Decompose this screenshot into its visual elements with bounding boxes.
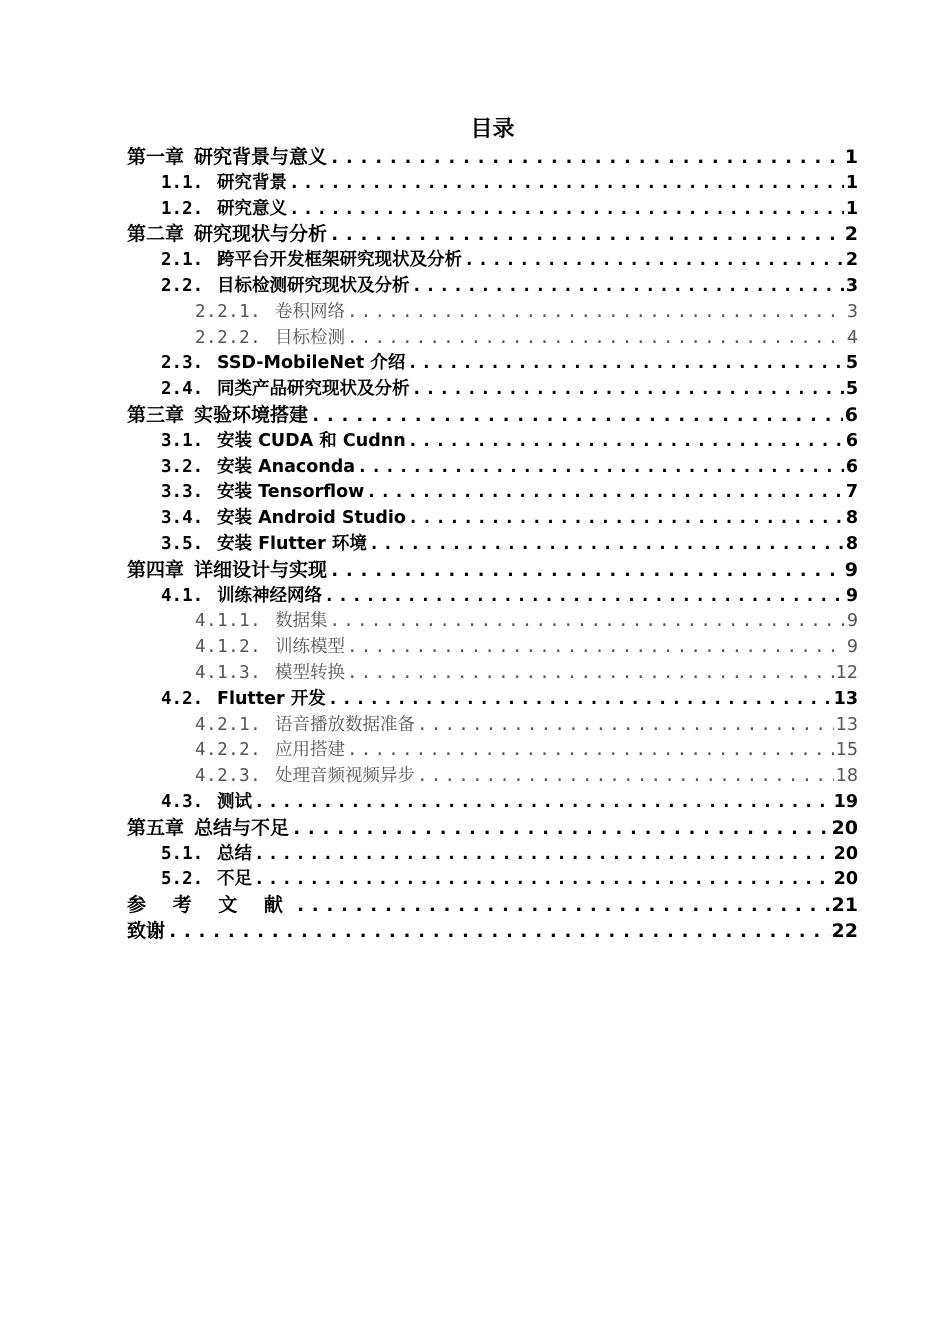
toc-entry[interactable] xyxy=(127,661,858,687)
toc-entry-label: 卷积网络 xyxy=(275,301,345,322)
toc-entry-page-number: 2 xyxy=(845,250,858,271)
dot-leader xyxy=(366,480,844,506)
dot-leader xyxy=(408,429,844,455)
toc-entry-page-number: 6 xyxy=(845,430,858,451)
toc-entry-number: 3.2. xyxy=(161,456,204,477)
toc-entry[interactable] xyxy=(127,584,858,610)
toc-entry-number: 4.1.2. xyxy=(195,637,262,658)
toc-entry-label: 安装 Flutter 环境 xyxy=(217,533,367,554)
toc-entry[interactable] xyxy=(127,919,858,945)
toc-entry-page-number: 5 xyxy=(845,379,858,400)
toc-entry[interactable] xyxy=(127,893,858,919)
dot-leader xyxy=(369,532,844,558)
toc-entry-label: 实验环境搭建 xyxy=(194,403,309,426)
dot-leader xyxy=(357,455,844,481)
toc-entry-page-number: 1 xyxy=(845,198,858,219)
toc-entry[interactable] xyxy=(127,455,858,481)
toc-entry[interactable] xyxy=(127,764,858,790)
toc-entry[interactable] xyxy=(127,480,858,506)
toc-entry-page-number: 13 xyxy=(833,688,858,709)
toc-entry-number: 2.3. xyxy=(161,353,204,374)
toc-entry-page-number: 12 xyxy=(835,662,858,683)
toc-entry-page-number: 1 xyxy=(845,172,858,193)
toc-entry-label: 研究背景 xyxy=(217,172,287,193)
toc-entry-page-number: 9 xyxy=(844,558,858,581)
toc-entry-label: 安装 Anaconda xyxy=(217,456,356,477)
toc-entry-label: SSD-MobileNet 介绍 xyxy=(217,353,406,374)
toc-entry[interactable] xyxy=(127,506,858,532)
toc-entry-label: 研究背景与意义 xyxy=(194,146,328,168)
toc-entry-label: 研究意义 xyxy=(217,198,287,219)
toc-entry-label: 研究现状与分析 xyxy=(194,223,328,246)
toc-entry[interactable] xyxy=(127,197,858,223)
toc-entry[interactable] xyxy=(127,635,858,661)
dot-leader xyxy=(464,248,844,274)
toc-entry-label: 数据集 xyxy=(275,611,328,632)
dot-leader xyxy=(347,738,834,764)
toc-entry-label: 参 考 文 献 xyxy=(127,894,293,917)
toc-entry[interactable] xyxy=(127,377,858,403)
toc-entry-label: 测试 xyxy=(217,791,252,812)
toc-entry-number: 3.3. xyxy=(161,482,204,503)
dot-leader xyxy=(407,351,843,377)
toc-entry-number: 3.4. xyxy=(161,508,204,529)
toc-entry-page-number: 20 xyxy=(831,816,858,839)
toc-entry[interactable] xyxy=(127,842,858,868)
toc-entry-page-number: 22 xyxy=(831,919,858,942)
dot-leader xyxy=(408,506,844,532)
toc-entry[interactable] xyxy=(127,351,858,377)
toc-entry[interactable] xyxy=(127,867,858,893)
toc-entry[interactable] xyxy=(127,558,858,584)
dot-leader xyxy=(347,300,845,326)
dot-leader xyxy=(289,171,844,197)
toc-entry-label: 同类产品研究现状及分析 xyxy=(217,379,410,400)
toc-entry-label: 应用搭建 xyxy=(275,740,345,761)
dot-leader xyxy=(254,867,832,893)
toc-entry-page-number: 9 xyxy=(846,611,858,632)
toc-entry-number: 第四章 xyxy=(127,558,185,581)
toc-entry-page-number: 20 xyxy=(833,869,858,890)
toc-entry[interactable] xyxy=(127,403,858,429)
toc-entry-page-number: 2 xyxy=(844,223,858,246)
toc-entry-label: 总结 xyxy=(217,843,252,864)
toc-entry[interactable] xyxy=(127,687,858,713)
toc-entry-label: 训练模型 xyxy=(275,637,345,658)
toc-list xyxy=(127,145,858,945)
toc-entry-number: 3.1. xyxy=(161,430,204,451)
toc-entry-number: 1.1. xyxy=(161,172,204,193)
dot-leader xyxy=(167,919,830,945)
toc-entry-page-number: 18 xyxy=(835,766,858,787)
toc-entry-number: 第三章 xyxy=(127,403,185,426)
toc-entry-label: 处理音频视频异步 xyxy=(275,766,415,787)
toc-entry[interactable] xyxy=(127,532,858,558)
toc-entry[interactable] xyxy=(127,713,858,739)
toc-entry-page-number: 6 xyxy=(844,403,858,426)
toc-entry-page-number: 7 xyxy=(845,482,858,503)
toc-entry[interactable] xyxy=(127,300,858,326)
toc-entry-page-number: 5 xyxy=(845,353,858,374)
toc-entry[interactable] xyxy=(127,609,858,635)
dot-leader xyxy=(328,687,832,713)
toc-entry-page-number: 3 xyxy=(845,275,858,296)
toc-entry-number: 第二章 xyxy=(127,223,185,246)
toc-entry[interactable] xyxy=(127,816,858,842)
dot-leader xyxy=(347,661,834,687)
toc-entry[interactable] xyxy=(127,274,858,300)
toc-entry-label: 不足 xyxy=(217,869,252,890)
dot-leader xyxy=(329,145,843,171)
toc-entry-number: 1.2. xyxy=(161,198,204,219)
toc-entry-number: 第一章 xyxy=(127,146,185,168)
dot-leader xyxy=(412,377,844,403)
toc-entry-page-number: 4 xyxy=(846,327,858,348)
toc-entry-number: 4.1. xyxy=(161,585,204,606)
toc-entry-page-number: 19 xyxy=(833,791,858,812)
dot-leader xyxy=(330,609,845,635)
dot-leader xyxy=(417,764,834,790)
dot-leader xyxy=(254,790,832,816)
toc-entry-number: 5.2. xyxy=(161,869,204,890)
toc-entry-label: 语音播放数据准备 xyxy=(275,714,415,735)
toc-entry-number: 3.5. xyxy=(161,533,204,554)
toc-title: 目录 xyxy=(470,117,515,142)
toc-entry-number: 4.2.2. xyxy=(195,740,262,761)
toc-entry-page-number: 13 xyxy=(835,714,858,735)
toc-entry-label: 目标检测研究现状及分析 xyxy=(217,275,410,296)
toc-entry-page-number: 9 xyxy=(846,637,858,658)
toc-entry[interactable] xyxy=(127,145,858,171)
dot-leader xyxy=(412,274,844,300)
toc-entry-number: 4.1.1. xyxy=(195,611,262,632)
toc-entry-label: 训练神经网络 xyxy=(217,585,322,606)
dot-leader xyxy=(291,816,830,842)
toc-entry-label: 模型转换 xyxy=(275,662,345,683)
dot-leader xyxy=(324,584,844,610)
toc-entry[interactable] xyxy=(127,248,858,274)
toc-entry-number: 4.1.3. xyxy=(195,662,262,683)
dot-leader xyxy=(310,403,843,429)
toc-entry-number: 4.3. xyxy=(161,791,204,812)
dot-leader xyxy=(417,713,834,739)
toc-entry-number: 5.1. xyxy=(161,843,204,864)
dot-leader xyxy=(329,558,843,584)
toc-entry-label: 跨平台开发框架研究现状及分析 xyxy=(217,250,462,271)
toc-entry-label: 安装 Tensorflow xyxy=(217,482,365,503)
dot-leader xyxy=(289,197,844,223)
toc-entry[interactable] xyxy=(127,171,858,197)
toc-entry-page-number: 3 xyxy=(846,301,858,322)
toc-entry-label: 致谢 xyxy=(127,919,166,942)
toc-entry-number: 2.2. xyxy=(161,275,204,296)
toc-entry[interactable] xyxy=(127,429,858,455)
dot-leader xyxy=(347,326,845,352)
toc-entry-number: 2.4. xyxy=(161,379,204,400)
toc-entry-label: Flutter 开发 xyxy=(217,688,326,709)
dot-leader xyxy=(329,222,843,248)
toc-entry-page-number: 15 xyxy=(835,740,858,761)
toc-entry[interactable] xyxy=(127,790,858,816)
toc-entry-page-number: 6 xyxy=(845,456,858,477)
toc-entry[interactable] xyxy=(127,738,858,764)
toc-entry-label: 总结与不足 xyxy=(194,816,290,839)
toc-entry-number: 2.2.2. xyxy=(195,327,262,348)
toc-entry-page-number: 20 xyxy=(833,843,858,864)
toc-entry-page-number: 9 xyxy=(845,585,858,606)
toc-entry-number: 2.1. xyxy=(161,250,204,271)
toc-entry-page-number: 8 xyxy=(845,508,858,529)
toc-entry-number: 4.2. xyxy=(161,688,204,709)
toc-entry-number: 4.2.3. xyxy=(195,766,262,787)
toc-entry-number: 2.2.1. xyxy=(195,301,262,322)
toc-entry-label: 目标检测 xyxy=(275,327,345,348)
dot-leader xyxy=(254,842,832,868)
toc-entry-label: 详细设计与实现 xyxy=(194,558,328,581)
toc-entry-page-number: 1 xyxy=(844,146,858,168)
toc-entry-label: 安装 CUDA 和 Cudnn xyxy=(217,430,406,451)
dot-leader xyxy=(295,893,830,919)
toc-entry-label: 安装 Android Studio xyxy=(217,508,406,529)
dot-leader xyxy=(347,635,845,661)
toc-entry-number: 第五章 xyxy=(127,816,185,839)
toc-entry[interactable] xyxy=(127,326,858,352)
toc-entry-number: 4.2.1. xyxy=(195,714,262,735)
toc-entry-page-number: 21 xyxy=(831,894,858,917)
toc-entry-page-number: 8 xyxy=(845,533,858,554)
toc-entry[interactable] xyxy=(127,222,858,248)
